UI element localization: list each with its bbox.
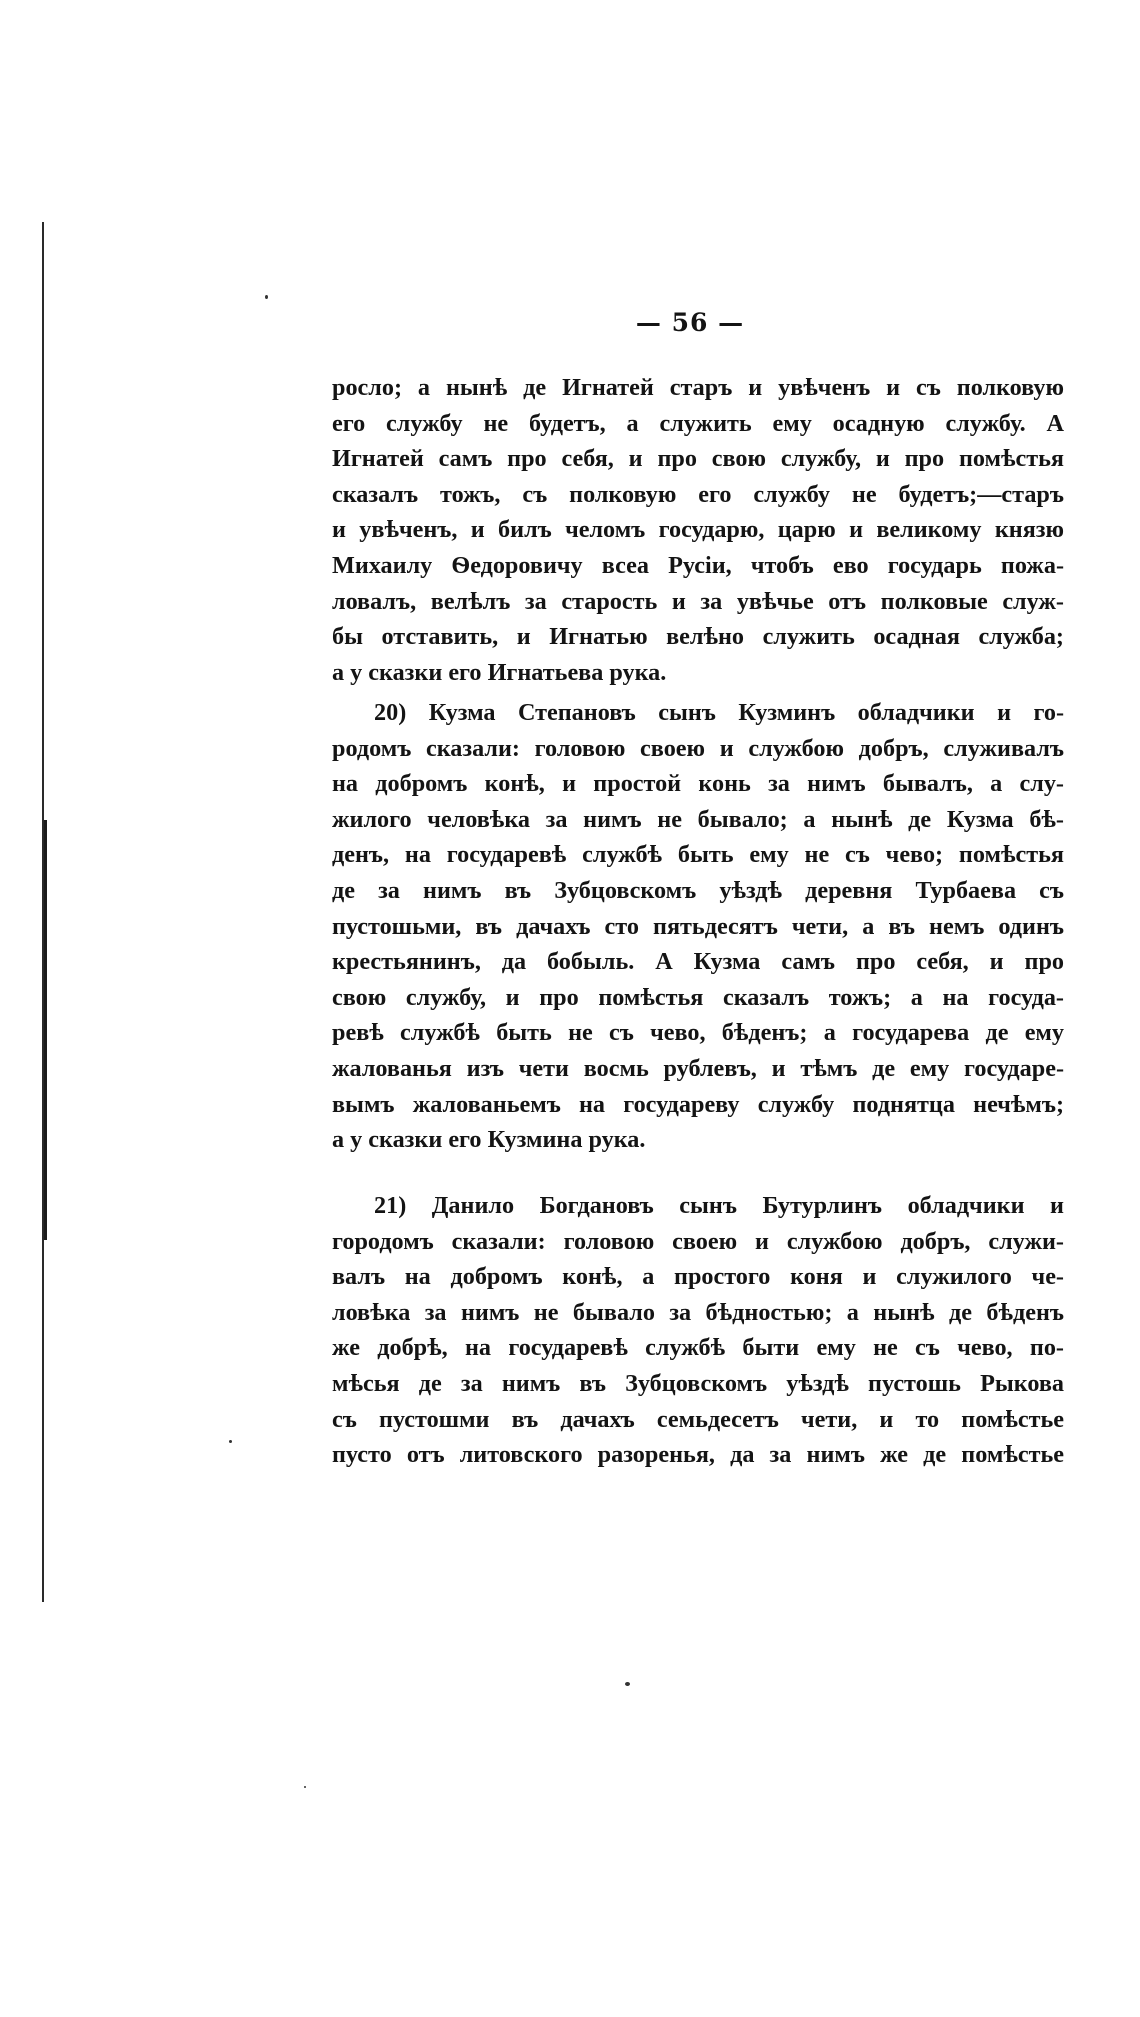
scan-speck — [265, 295, 268, 299]
text-line: съ пустошми въ дачахъ семьдесетъ чети, и то помѣстье — [332, 1405, 1064, 1433]
text-line: валъ на добромъ конѣ, а простого коня и служилого че- — [332, 1263, 1064, 1291]
text-line: его службу не будетъ, а служить ему осадную службу. А — [332, 409, 1064, 437]
text-line: на добромъ конѣ, и простой конь за нимъ бывалъ, а слу- — [332, 770, 1064, 798]
text-line: ловалъ, велѣлъ за старость и за увѣчье отъ полковые служ- — [332, 587, 1064, 615]
scan-speck — [304, 1786, 306, 1788]
text-line: и увѣченъ, и билъ челомъ государю, царю и великому князю — [332, 516, 1064, 544]
text-line: крестьянинъ, да бобыль. А Кузма самъ про себя, и про — [332, 948, 1064, 976]
text-line: росло; а нынѣ де Игнатей старъ и увѣченъ и съ полковую — [332, 374, 1064, 401]
text-line: 20) Кузма Степановъ сынъ Кузминъ обладчики и го- — [374, 699, 1064, 726]
text-line: а у сказки его Игнатьева рука. — [332, 658, 667, 686]
text-line: де за нимъ въ Зубцовскомъ уѣздѣ деревня Турбаева съ — [332, 876, 1064, 904]
paragraph-entry-20 — [332, 695, 1064, 1158]
page-number: — 56 — — [635, 308, 745, 337]
paragraph-continuation — [332, 370, 1064, 690]
paragraph-entry-21 — [332, 1188, 1064, 1473]
text-line: вымъ жалованьемъ на государеву службу поднятца нечѣмъ; — [332, 1090, 1064, 1118]
scan-speck — [229, 1440, 232, 1443]
text-line: Игнатей самъ про себя, и про свою службу, и про помѣстья — [332, 445, 1064, 473]
text-line: жалованья изъ чети восмь рублевъ, и тѣмъ де ему государе- — [332, 1054, 1064, 1082]
text-line: а у сказки его Кузмина рука. — [332, 1126, 646, 1154]
text-line: же добрѣ, на государевѣ службѣ быти ему не съ чево, по- — [332, 1334, 1064, 1362]
text-line: свою службу, и про помѣстья сказалъ тожъ; а на госуда- — [332, 983, 1064, 1011]
scan-speck — [625, 1682, 630, 1686]
text-line: ревѣ службѣ быть не съ чево, бѣденъ; а государева де ему — [332, 1019, 1064, 1047]
text-line: пустошьми, въ дачахъ сто пятьдесятъ чети, а въ немъ одинъ — [332, 912, 1064, 940]
text-line: Михаилу Ѳедоровичу всеа Русіи, чтобъ ево государь пожа- — [332, 551, 1064, 579]
text-line: денъ, на государевѣ службѣ быть ему не съ чево; помѣстья — [332, 841, 1064, 869]
text-line: ловѣка за нимъ не бывало за бѣдностью; а нынѣ де бѣденъ — [332, 1298, 1064, 1326]
text-line: пусто отъ литовского разоренья, да за нимъ же де помѣстье — [332, 1441, 1064, 1469]
text-line: городомъ сказали: головою своею и службою добръ, служи- — [332, 1227, 1064, 1255]
text-line: бы отставить, и Игнатью велѣно служить осадная служба; — [332, 623, 1064, 651]
scan-page-edge-shadow — [44, 820, 47, 1240]
text-line: жилого человѣка за нимъ не бывало; а нынѣ де Кузма бѣ- — [332, 805, 1064, 833]
text-line: сказалъ тожъ, съ полковую его службу не будетъ;—старъ — [332, 480, 1064, 508]
text-line: мѣсья де за нимъ въ Зубцовскомъ уѣздѣ пустошь Рыкова — [332, 1369, 1064, 1397]
text-line: 21) Данило Богдановъ сынъ Бутурлинъ обладчики и — [374, 1192, 1064, 1219]
text-line: родомъ сказали: головою своею и службою добръ, служивалъ — [332, 734, 1064, 762]
